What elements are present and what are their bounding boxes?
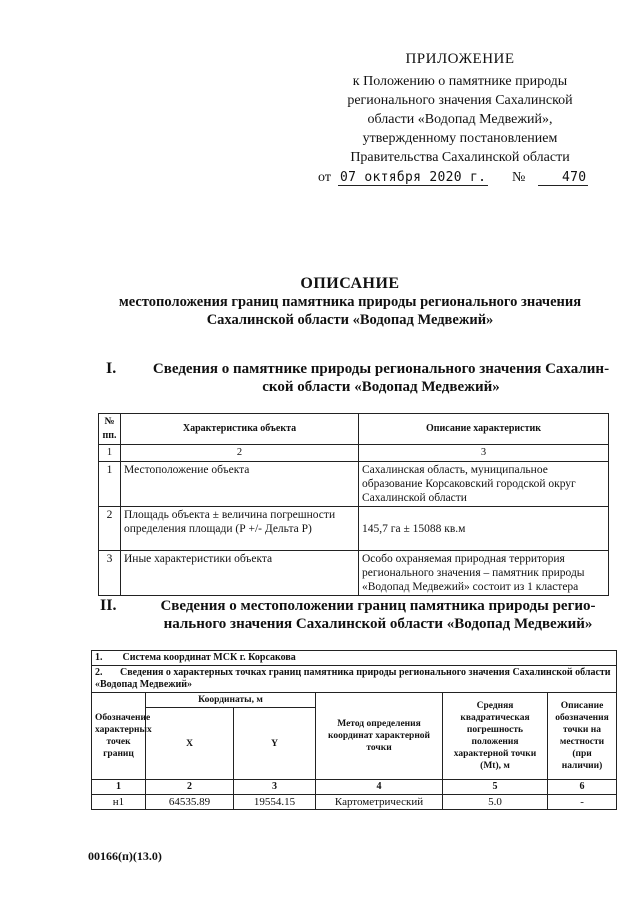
points-info-cell (92, 666, 617, 693)
section-title (136, 597, 620, 633)
characteristic-name: Местоположение объекта (121, 462, 359, 507)
column-number: 3 (359, 445, 609, 462)
column-number: 1 (92, 780, 146, 795)
column-header: Описание обозначения точки на местности (при наличии) (548, 693, 617, 780)
column-number: 2 (121, 445, 359, 462)
column-number: 6 (548, 780, 617, 795)
mean-error: 5.0 (443, 795, 548, 810)
column-header: Характеристика объекта (121, 414, 359, 445)
date-number-line (300, 168, 620, 188)
row-number: 3 (99, 551, 121, 596)
column-header: Координаты, м (146, 693, 316, 708)
column-header: № пп. (99, 414, 121, 445)
document-title-block (60, 275, 640, 329)
appendix-line: области «Водопад Медвежий», (367, 112, 553, 127)
column-header: Описание характеристик (359, 414, 609, 445)
appendix-header (300, 50, 620, 188)
row-number: 1 (99, 462, 121, 507)
appendix-line: Правительства Сахалинской области (350, 150, 570, 165)
number-underline (538, 185, 588, 186)
coordinate-y: 19554.15 (234, 795, 316, 810)
appendix-line: утвержденному постановлением (362, 131, 558, 146)
column-header: Средняя квадратическая погрешность положения характерной точки (Mt), м (443, 693, 548, 780)
section-title-line: Сведения о памятнике природы регионального значения Сахалин- (152, 361, 610, 377)
table-header-row (99, 414, 609, 445)
document-subtitle: Сахалинской области «Водопад Медвежий» (206, 312, 494, 328)
column-number-row (92, 780, 617, 795)
characteristic-description: Особо охраняемая природная территория регионального значения – памятник природы «Водопад Медвежий» состоит из 1 кластера (359, 551, 609, 596)
date-value: 07 октября 2020 г. (340, 170, 487, 185)
section-title-line: Сведения о местоположении границ памятника природы регио- (160, 598, 596, 614)
coordinate-x: 64535.89 (146, 795, 234, 810)
column-header: Метод определения координат характерной точки (316, 693, 443, 780)
column-number: 5 (443, 780, 548, 795)
appendix-title: ПРИЛОЖЕНИЕ (405, 51, 515, 67)
characteristic-description: Сахалинская область, муниципальное образование Корсаковский городской округ Сахалинской области (359, 462, 609, 507)
section-number: I. (106, 360, 117, 377)
points-info-text: Сведения о характерных точках границ памятника природы регионального значения Сахалинской области «Водопад Медвежий» (95, 667, 611, 690)
characteristic-name: Площадь объекта ± величина погрешности определения площади (Р +/- Дельта Р) (121, 507, 359, 551)
coordinate-system-row (92, 651, 617, 666)
column-header: Обозначение характерных точек границ (92, 693, 146, 780)
column-number: 1 (99, 445, 121, 462)
characteristic-description: 145,7 га ± 15088 кв.м (359, 507, 609, 551)
method: Картометрический (316, 795, 443, 810)
points-info-row (92, 666, 617, 693)
object-info-table (98, 413, 609, 596)
coordinate-system-text: Система координат МСК г. Корсакова (122, 652, 296, 663)
point-name: н1 (92, 795, 146, 810)
column-number: 4 (316, 780, 443, 795)
date-prefix: от (318, 170, 331, 185)
point-description: - (548, 795, 617, 810)
coordinate-system-cell (92, 651, 617, 666)
section-title-line: нального значения Сахалинской области «Водопад Медвежий» (163, 616, 593, 632)
section-title (136, 360, 626, 396)
column-number-row (99, 445, 609, 462)
column-header: Y (234, 708, 316, 780)
section-2-heading (100, 597, 620, 637)
table-row (99, 462, 609, 507)
table-row (92, 795, 617, 810)
table-row (99, 551, 609, 596)
section-number: II. (100, 597, 117, 614)
characteristic-name: Иные характеристики объекта (121, 551, 359, 596)
section-title-line: ской области «Водопад Медвежий» (262, 379, 500, 395)
document-subtitle: местоположения границ памятника природы регионального значения (118, 294, 582, 310)
section-1-heading (106, 360, 616, 400)
table-row (99, 507, 609, 551)
document-title: ОПИСАНИЕ (300, 275, 400, 292)
date-underline (338, 185, 488, 186)
number-sign: № (512, 170, 526, 185)
document-code: 00166(п)(13.0) (88, 849, 162, 863)
column-number: 2 (146, 780, 234, 795)
row-number: 2. (95, 667, 103, 678)
column-number: 3 (234, 780, 316, 795)
row-number: 2 (99, 507, 121, 551)
boundary-points-table (91, 650, 617, 810)
number-value: 470 (562, 170, 587, 185)
row-number: 1. (95, 652, 103, 663)
table-header-row (92, 693, 617, 708)
appendix-line: к Положению о памятнике природы (352, 74, 568, 89)
appendix-line: регионального значения Сахалинской (347, 93, 573, 108)
column-header: X (146, 708, 234, 780)
